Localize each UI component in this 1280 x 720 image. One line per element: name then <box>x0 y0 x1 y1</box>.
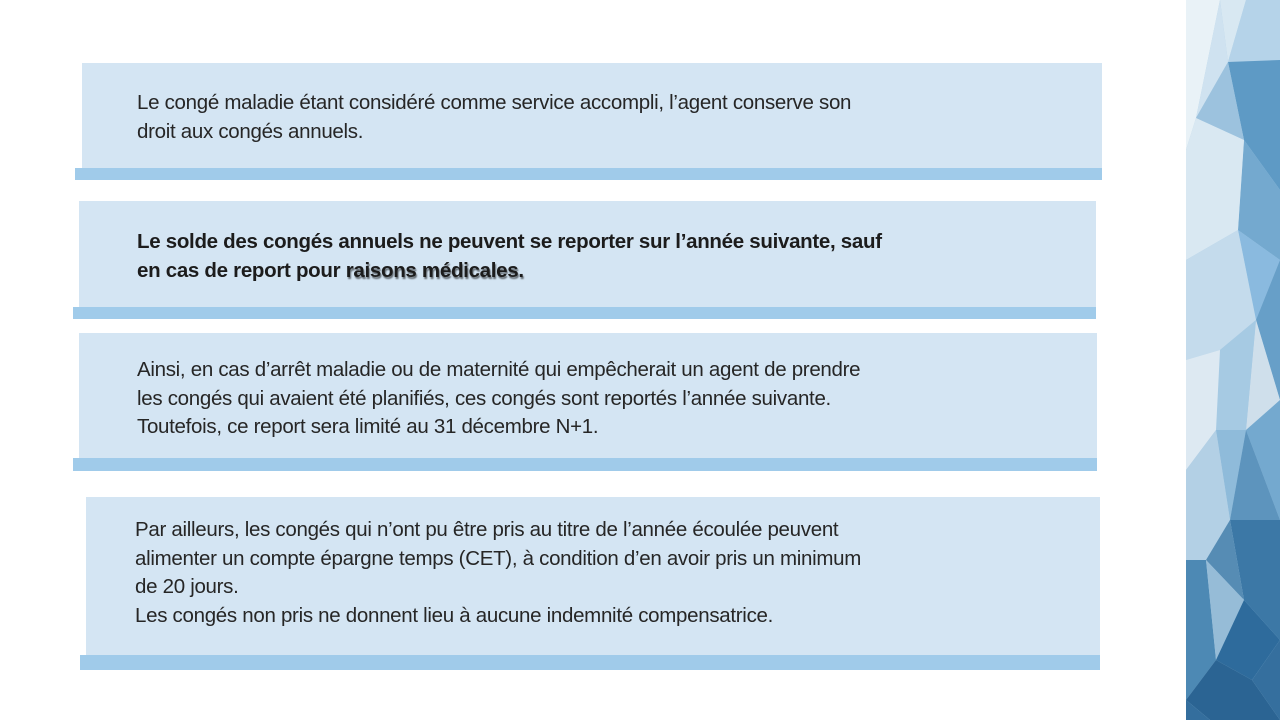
info-box-3 <box>79 333 1097 458</box>
text-segment: en cas de report pour <box>137 258 346 282</box>
info-box-4 <box>86 497 1100 655</box>
info-box-1 <box>82 63 1102 168</box>
box-edge-band <box>73 458 1097 471</box>
text-line <box>137 257 1096 286</box>
text-line: Ainsi, en cas d’arrêt maladie ou de maternité qui empêcherait un agent de prendre <box>137 358 861 381</box>
text-line: de 20 jours. <box>135 575 239 599</box>
box-edge-band <box>75 168 1102 180</box>
box-edge-band <box>80 655 1100 670</box>
text-line: Le congé maladie étant considéré comme service accompli, l’agent conserve son <box>137 91 852 114</box>
text-line: Toutefois, ce report sera limité au 31 décembre N+1. <box>137 415 599 439</box>
text-line: Les congés non pris ne donnent lieu à aucune indemnité compensatrice. <box>135 603 774 627</box>
emphasized-text: raisons médicales. <box>345 258 524 282</box>
info-box-2 <box>79 201 1096 307</box>
text-line: droit aux congés annuels. <box>137 119 364 143</box>
text-line: Par ailleurs, les congés qui n’ont pu être pris au titre de l’année écoulée peuvent <box>135 518 839 541</box>
box-edge-band <box>73 307 1096 319</box>
text-line: Le solde des congés annuels ne peuvent se reporter sur l’année suivante, sauf <box>137 230 882 253</box>
text-line: les congés qui avaient été planifiés, ces congés sont reportés l’année suivante. <box>137 386 831 410</box>
lowpoly-decoration <box>1186 0 1280 720</box>
text-line: alimenter un compte épargne temps (CET), à condition d’en avoir pris un minimum <box>135 546 862 570</box>
